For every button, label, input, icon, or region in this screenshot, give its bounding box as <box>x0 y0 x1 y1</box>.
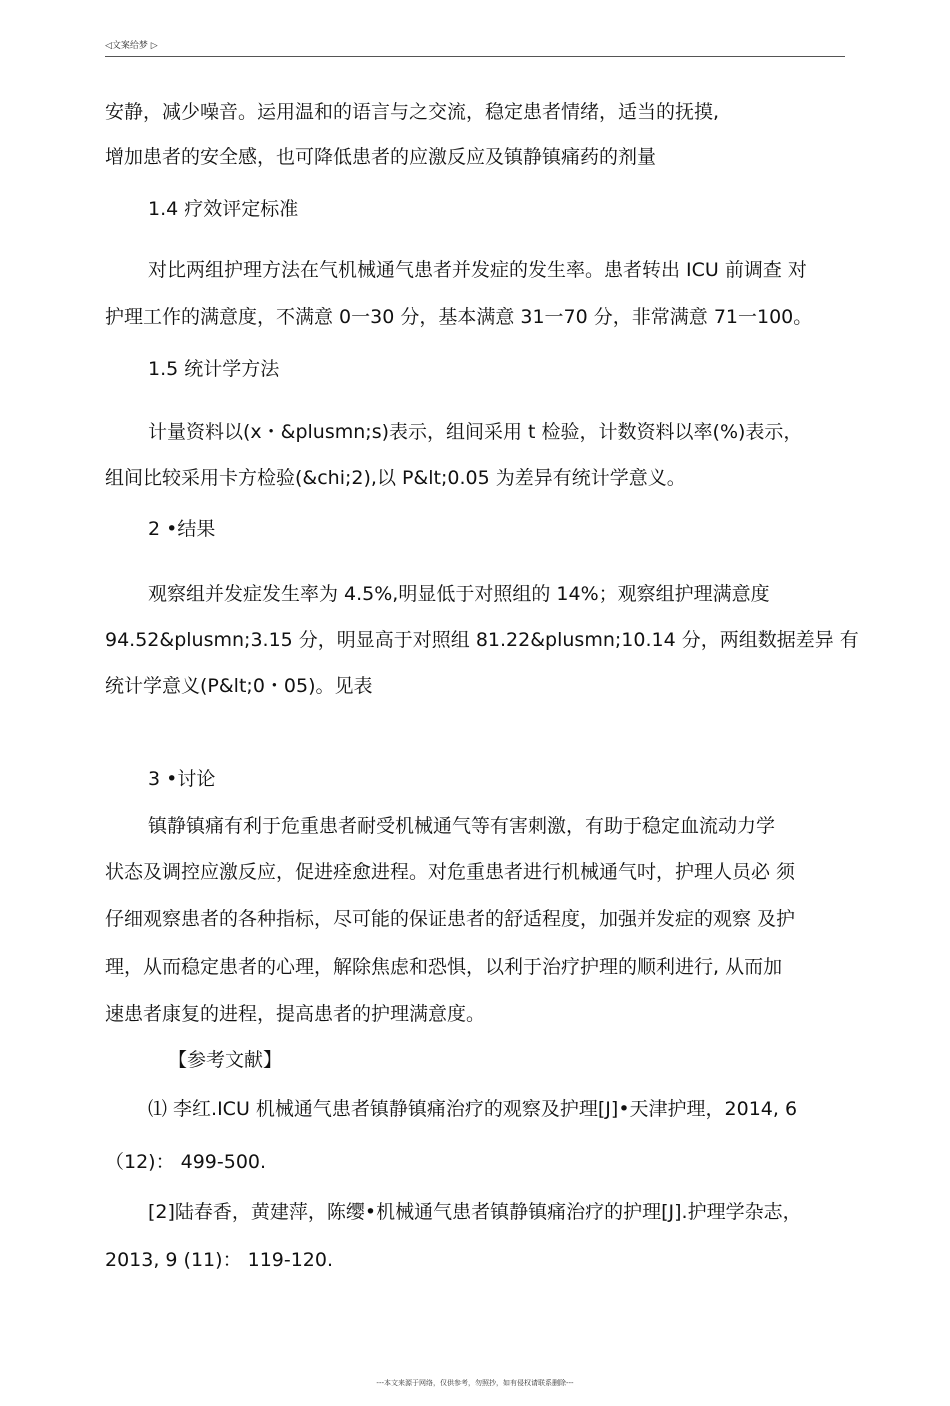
section-heading-2: 2 •结果 <box>148 518 216 540</box>
reference-item-continuation: （12)： 499-500. <box>105 1151 267 1173</box>
header-label: ◁文案给梦 ▷ <box>105 41 158 51</box>
reference-item: ⑴ 李红.ICU 机械通气患者镇静镇痛治疗的观察及护理[J]•天津护理，2014, 6 <box>148 1098 798 1120</box>
paragraph-line: 计量资料以(x・&plusmn;s)表示，组间采用 t 检验，计数资料以率(%)表示， <box>148 421 803 443</box>
paragraph-line: 仔细观察患者的各种指标，尽可能的保证患者的舒适程度，加强并发症的观察 及护 <box>105 908 796 930</box>
paragraph-line: 状态及调控应激反应，促进痊愈进程。对危重患者进行机械通气吋，护理人员必 须 <box>105 861 796 883</box>
page-footer: ---本文来源于网络，仅供参考，勿照抄，如有侵权请联系删除--- <box>376 1379 574 1387</box>
paragraph-line: 统计学意义(P&lt;0・05)。见表 <box>105 675 373 697</box>
reference-item-continuation: 2013, 9 (11)： 119-120. <box>105 1249 334 1271</box>
paragraph-line: 增加患者的安全感，也可降低患者的应激反应及镇静镇痛药的剂量 <box>105 146 657 168</box>
reference-item: [2]陆春香，黄建萍，陈缨•机械通气患者镇静镇痛治疗的护理[J].护理学杂志， <box>148 1201 802 1223</box>
paragraph-line: 组间比较采用卡方检验(&chi;2),以 P&lt;0.05 为差异有统计学意义。 <box>105 467 686 489</box>
page-header <box>105 40 845 57</box>
references-heading: 【参考文献】 <box>168 1049 283 1071</box>
paragraph-line: 镇静镇痛有利于危重患者耐受机械通气等有害刺激，有助于稳定血流动力学 <box>148 815 776 837</box>
section-heading-1-4: 1.4 疗效评定标准 <box>148 198 299 220</box>
paragraph-line: 94.52&plusmn;3.15 分，明显高于对照组 81.22&plusmn;10.14 分，两组数据差异 有 <box>105 629 859 651</box>
paragraph-line: 理，从而稳定患者的心理，解除焦虑和恐惧，以利于治疗护理的顺利进行, 从而加 <box>105 956 783 978</box>
section-heading-1-5: 1.5 统计学方法 <box>148 358 280 380</box>
paragraph-line: 观察组并发症发生率为 4.5%,明显低于对照组的 14%；观察组护理满意度 <box>148 583 770 605</box>
paragraph-line: 护理工作的满意度，不满意 0一30 分，基本满意 31一70 分，非常满意 71一100。 <box>105 306 813 328</box>
paragraph-line: 速患者康复的进程，提高患者的护理满意度。 <box>105 1003 486 1025</box>
paragraph-line: 对比两组护理方法在气机械通气患者并发症的发生率。患者转出 ICU 前调查 对 <box>148 259 807 281</box>
paragraph-line: 安静，减少噪音。运用温和的语言与之交流，稳定患者情绪，适当的抚摸, <box>105 101 720 123</box>
section-heading-3: 3 •讨论 <box>148 768 216 790</box>
